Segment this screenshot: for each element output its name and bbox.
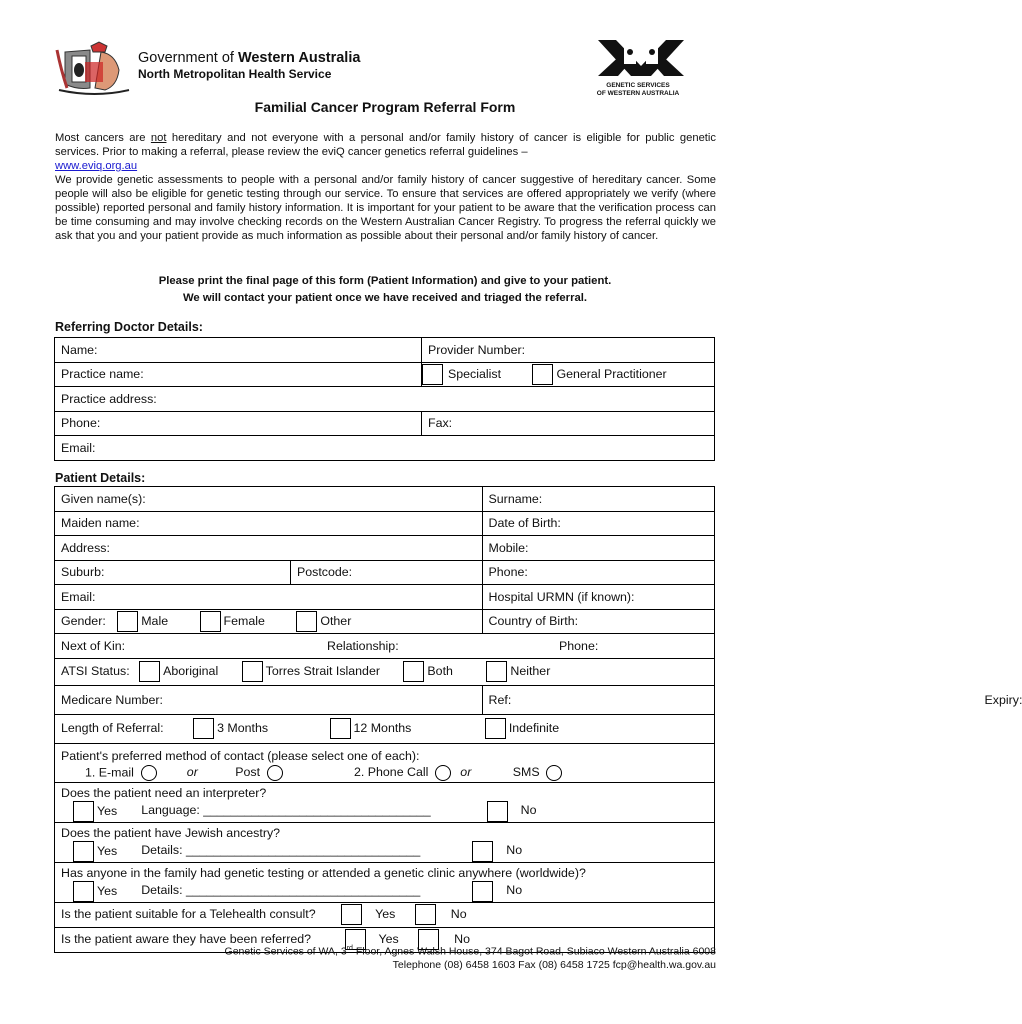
gov-prefix: Government of [138,50,238,66]
referral-length-row [55,714,715,743]
neither-label: Neither [510,663,551,678]
notice-text [0,273,770,306]
genetic-services-logo-text [586,82,690,97]
female-checkbox[interactable] [200,611,221,632]
patient-email-label: Email: [61,589,96,604]
postcode-label: Postcode: [297,565,353,580]
patient-details-table [54,486,1022,953]
provider-number-label: Provider Number: [428,342,526,357]
phone-call-radio[interactable] [435,765,451,781]
indefinite-checkbox[interactable] [485,718,506,739]
doctor-phone-field[interactable] [55,411,422,436]
specialist-checkbox[interactable] [422,364,443,385]
next-of-kin-field[interactable] [55,634,715,659]
footer-sup: rd [346,945,353,952]
practice-address-label: Practice address: [61,391,157,406]
country-label: Country of Birth: [488,614,579,629]
telehealth-question: Is the patient suitable for a Telehealth consult? [61,906,316,921]
phone-call-option-label: 2. Phone Call [353,765,429,780]
or-label-1: or [186,765,198,780]
length-label: Length of Referral: [61,720,164,735]
doctor-name-label: Name: [61,342,98,357]
contact-question [55,743,715,765]
form-title: Familial Cancer Program Referral Form [254,99,516,115]
both-label: Both [427,663,453,678]
given-name-field[interactable] [55,487,483,512]
gentest-no-label: No [506,883,523,898]
dob-field[interactable] [482,511,714,536]
doctor-name-field[interactable] [55,338,422,363]
eviq-link[interactable]: www.eviq.org.au [55,160,138,172]
telehealth-yes-checkbox[interactable] [341,904,362,925]
logo-text-line1: GENETIC SERVICES [606,82,670,89]
maiden-name-label: Maiden name: [61,516,140,531]
notice-line2: We will contact your patient once we have received and triaged the referral. [182,291,588,304]
ref-expiry-field[interactable] [482,685,1022,714]
address-field[interactable] [55,536,483,561]
sms-radio[interactable] [546,765,562,781]
urmn-field[interactable] [482,585,714,610]
nok-label: Next of Kin: [61,638,126,653]
dob-label: Date of Birth: [488,516,561,531]
government-heading [138,50,360,66]
post-option-label: Post [235,765,261,780]
gentest-details-label: Details: __________________________________ [141,883,421,898]
urmn-label: Hospital URMN (if known): [488,589,635,604]
medicare-field[interactable] [55,685,483,714]
male-checkbox[interactable] [117,611,138,632]
interpreter-yes-label: Yes [97,803,118,818]
aboriginal-label: Aboriginal [163,663,219,678]
relationship-label: Relationship: [327,638,399,653]
neither-checkbox[interactable] [486,661,507,682]
intro-p2: We provide genetic assessments to people with a personal and/or family history of cancer suggestive of hereditary cancer. Some people will also be eligible for genetic testing through our service. To ensure that services are offered appropriately we verify (where possible) reported personal and family history information. It is important for your patient to be aware that the verification process can be time consuming and may involve checking records on the Western Australian Cancer Registry. To progress the referral quickly we ask that you and your patient provide as much information as possible about their personal and/or family history of cancer. [55,174,716,242]
patient-phone-label: Phone: [488,565,528,580]
contact-options-row [55,765,715,783]
gentest-yes-checkbox[interactable] [73,881,94,902]
telehealth-row [55,902,715,927]
gentest-yes-label: Yes [97,883,118,898]
language-label: Language: _________________________________ [141,803,431,818]
notice-line1: Please print the final page of this form (Patient Information) and give to your patient. [158,275,612,287]
country-field[interactable] [482,609,714,634]
footer-line2: Telephone (08) 6458 1603 Fax (08) 6458 1725 fcp@health.wa.gov.au [392,958,716,971]
doctor-phone-label: Phone: [61,416,101,431]
gp-checkbox[interactable] [532,364,553,385]
interpreter-yes-checkbox[interactable] [73,801,94,822]
expiry-label: Expiry: [984,692,1022,707]
both-checkbox[interactable] [403,661,424,682]
suburb-label: Suburb: [61,565,105,580]
jewish-details-label: Details: __________________________________ [141,843,421,858]
maiden-name-field[interactable] [55,511,483,536]
telehealth-no-checkbox[interactable] [415,904,436,925]
12-months-label: 12 Months [353,720,412,735]
jewish-no-label: No [506,843,523,858]
doctor-fax-label: Fax: [428,416,453,431]
doctor-fax-field[interactable] [422,411,715,436]
gentest-no-checkbox[interactable] [472,881,493,902]
3-months-label: 3 Months [217,720,269,735]
jewish-yes-label: Yes [97,843,118,858]
3-months-checkbox[interactable] [193,718,214,739]
genetic-services-logo [596,38,686,80]
postcode-field[interactable] [291,560,483,585]
health-service-name: North Metropolitan Health Service [138,67,332,81]
contact-question-label: Patient's preferred method of contact (please select one of each): [61,748,420,763]
atsi-row [55,658,715,685]
doctor-email-label: Email: [61,440,96,455]
referring-doctor-table [54,337,715,461]
indefinite-label: Indefinite [508,720,560,735]
footer-line1-b: Floor, Agnes Walsh House, 374 Bagot Road, Subiaco Western Australia 6008 [352,945,716,958]
patient-details-heading: Patient Details: [55,471,146,485]
practice-name-label: Practice name: [61,367,144,382]
surname-field[interactable] [482,487,714,512]
surname-label: Surname: [488,491,543,506]
doctor-email-field[interactable] [55,436,715,461]
intro-p1-b: hereditary and not everyone with a personal and/or family history of cancer is eligible for public genetic services. Prior to making a referral, please review the eviQ cancer genetics referral guidelines – [55,132,716,158]
email-radio[interactable] [141,765,157,781]
jewish-question: Does the patient have Jewish ancestry? [61,825,281,840]
ref-label: Ref: [488,692,512,707]
female-label: Female [223,613,265,628]
aboriginal-checkbox[interactable] [139,661,160,682]
genetic-testing-row [55,862,715,902]
sms-option-label: SMS [512,765,540,780]
patient-email-field[interactable] [55,585,483,610]
jewish-row [55,822,715,862]
aware-yes-label: Yes [378,931,399,946]
nok-phone-label: Phone: [559,638,599,653]
intro-not: not [150,132,167,144]
gender-label: Gender: [61,613,106,628]
tsi-label: Torres Strait Islander [265,663,380,678]
practice-name-field[interactable] [55,362,422,387]
jewish-no-checkbox[interactable] [472,841,493,862]
footer [0,942,716,972]
mobile-field[interactable] [482,536,714,561]
logo-text-line2: OF WESTERN AUSTRALIA [596,89,680,97]
footer-line1-a: Genetic Services of WA, 3 [224,945,347,958]
post-radio[interactable] [267,765,283,781]
telehealth-yes-label: Yes [375,906,396,921]
address-label: Address: [61,540,110,555]
suburb-field[interactable] [55,560,291,585]
interpreter-question: Does the patient need an interpreter? [61,785,267,800]
intro-text [55,131,716,243]
male-label: Male [141,613,169,628]
gp-label: General Practitioner [556,366,667,381]
or-label-2: or [460,765,472,780]
intro-p1-a: Most cancers are [55,132,151,144]
interpreter-no-label: No [520,803,537,818]
atsi-label: ATSI Status: [61,663,130,678]
mobile-label: Mobile: [488,540,529,555]
interpreter-row [55,782,715,822]
given-name-label: Given name(s): [61,491,146,506]
gov-bold: Western Australia [237,50,361,66]
email-option-label: 1. E-mail [85,765,134,780]
other-checkbox[interactable] [296,611,317,632]
telehealth-no-label: No [450,906,467,921]
provider-number-field[interactable] [422,338,715,363]
referring-doctor-heading: Referring Doctor Details: [55,320,203,334]
jewish-yes-checkbox[interactable] [73,841,94,862]
wa-crest-logo [55,40,135,98]
tsi-checkbox[interactable] [242,661,263,682]
genetic-testing-question: Has anyone in the family had genetic testing or attended a genetic clinic anywhere (worldwide)? [61,865,586,880]
patient-phone-field[interactable] [482,560,714,585]
gender-row [55,609,483,634]
12-months-checkbox[interactable] [330,718,351,739]
specialist-label: Specialist [448,366,502,381]
practice-address-field[interactable] [55,387,715,412]
aware-question: Is the patient aware they have been referred? [61,931,312,946]
interpreter-no-checkbox[interactable] [487,801,508,822]
aware-no-label: No [454,931,471,946]
medicare-label: Medicare Number: [61,692,163,707]
other-label: Other [320,613,352,628]
